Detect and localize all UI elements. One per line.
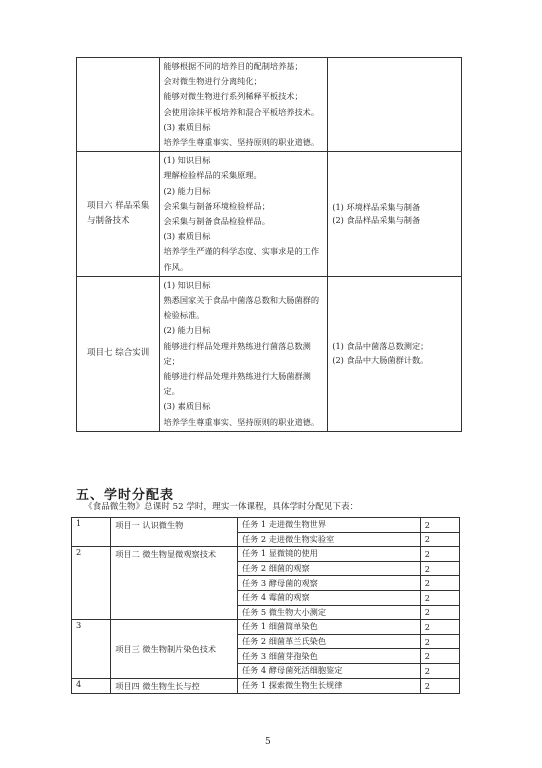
project-cell: 项目一 认识微生物 bbox=[111, 518, 238, 547]
objective-line: (2) 能力目标 bbox=[163, 185, 211, 196]
page-number: 5 bbox=[265, 737, 271, 747]
task-cell: 任务 3 细菌芽孢染色 bbox=[237, 649, 420, 664]
resource-line: (2) 食品中大肠菌群计数。 bbox=[332, 354, 429, 365]
objectives-cell bbox=[160, 58, 328, 152]
task-cell: 任务 1 显微镜的使用 bbox=[237, 547, 420, 562]
objectives-cell bbox=[160, 152, 328, 277]
objective-line: (3) 素质目标 bbox=[163, 401, 211, 412]
task-cell: 任务 1 细菌简单染色 bbox=[237, 620, 420, 635]
resources-cell bbox=[328, 152, 462, 277]
objective-line: 培养学生严谨的科学态度、实事求是的工作作风。 bbox=[163, 246, 320, 272]
objective-line: 能够进行样品处理并熟练进行菌落总数测定； bbox=[163, 340, 311, 366]
objective-line: 会采集与制备食品检验样品。 bbox=[163, 216, 270, 227]
project-cell: 项目四 微生物生长与控 bbox=[111, 678, 238, 693]
table-row bbox=[72, 518, 460, 533]
hours-cell: 2 bbox=[420, 605, 459, 620]
hours-cell: 2 bbox=[420, 561, 459, 576]
resource-line: (1) 环境样品采集与制备 bbox=[332, 201, 421, 212]
task-cell: 任务 2 走进微生物实验室 bbox=[237, 532, 420, 547]
objective-line: 会采集与制备环境检验样品； bbox=[163, 200, 270, 211]
number-cell: 4 bbox=[72, 678, 111, 693]
objectives-cell bbox=[160, 276, 328, 431]
objective-line: (3) 素质目标 bbox=[163, 121, 211, 132]
table-row bbox=[72, 620, 460, 635]
objective-line: 会使用涂抹平板培养和混合平板培养技术。 bbox=[163, 106, 320, 117]
objective-line: 理解检验样品的采集原理。 bbox=[163, 170, 262, 181]
number-cell: 2 bbox=[72, 547, 111, 620]
objective-line: 能够根据不同的培养目的配制培养基； bbox=[163, 61, 303, 71]
project-cell: 项目三 微生物制片染色技术 bbox=[111, 620, 238, 678]
table-row bbox=[77, 58, 462, 152]
task-cell: 任务 2 细菌的观察 bbox=[237, 561, 420, 576]
resource-line: (1) 食品中菌落总数测定； bbox=[332, 341, 429, 352]
project-cell: 项目七 综合实训 bbox=[77, 276, 160, 431]
task-cell: 任务 5 微生物大小测定 bbox=[237, 605, 420, 620]
objective-line: 能够对微生物进行系列稀释平板技术； bbox=[163, 91, 303, 102]
objective-line: (2) 能力目标 bbox=[163, 325, 211, 336]
objective-line: 熟悉国家关于食品中菌落总数和大肠菌群的检验标准。 bbox=[163, 295, 320, 321]
objective-line: 会对微生物进行分离纯化； bbox=[163, 76, 262, 87]
table-row bbox=[72, 547, 460, 562]
table-row bbox=[77, 152, 462, 277]
table-row bbox=[72, 678, 460, 693]
resources-cell bbox=[328, 58, 462, 152]
task-cell: 任务 4 霉菌的观察 bbox=[237, 590, 420, 605]
resources-cell bbox=[328, 276, 462, 431]
objective-line: 培养学生尊重事实、坚持原则的职业道德。 bbox=[163, 137, 320, 148]
hours-table bbox=[71, 517, 460, 694]
hours-cell: 2 bbox=[420, 518, 459, 533]
hours-cell: 2 bbox=[420, 678, 459, 693]
task-cell: 任务 2 细菌革兰氏染色 bbox=[237, 634, 420, 649]
objective-line: (3) 素质目标 bbox=[163, 231, 211, 242]
task-cell: 任务 3 酵母菌的观察 bbox=[237, 576, 420, 591]
section-heading: 五、学时分配表 bbox=[76, 488, 175, 503]
hours-cell: 2 bbox=[420, 620, 459, 635]
hours-cell: 2 bbox=[420, 634, 459, 649]
project-cell: 项目二 微生物显微观察技术 bbox=[111, 547, 238, 620]
project-cell bbox=[77, 58, 160, 152]
hours-cell: 2 bbox=[420, 649, 459, 664]
objective-line: (1) 知识目标 bbox=[163, 155, 211, 166]
table-row bbox=[77, 276, 462, 431]
number-cell: 3 bbox=[72, 620, 111, 678]
objective-line: (1) 知识目标 bbox=[163, 279, 211, 290]
objective-line: 培养学生尊重事实、坚持原则的职业道德。 bbox=[163, 416, 320, 427]
number-cell: 1 bbox=[72, 518, 111, 547]
section-intro: 《食品微生物》总课时 52 学时，理实一体课程，具体学时分配见下表： bbox=[84, 502, 359, 512]
hours-cell: 2 bbox=[420, 576, 459, 591]
hours-cell: 2 bbox=[420, 663, 459, 678]
resource-line: (2) 食品样品采集与制备 bbox=[332, 215, 421, 226]
objectives-table bbox=[76, 57, 462, 432]
objective-line: 能够进行样品处理并熟练进行大肠菌群测定。 bbox=[163, 371, 311, 397]
task-cell: 任务 1 探索微生物生长规律 bbox=[237, 678, 420, 693]
task-cell: 任务 1 走进微生物世界 bbox=[237, 518, 420, 533]
hours-cell: 2 bbox=[420, 547, 459, 562]
hours-cell: 2 bbox=[420, 532, 459, 547]
task-cell: 任务 4 酵母菌死活细胞鉴定 bbox=[237, 663, 420, 678]
hours-cell: 2 bbox=[420, 590, 459, 605]
project-cell: 项目六 样品采集与制备技术 bbox=[77, 152, 160, 277]
